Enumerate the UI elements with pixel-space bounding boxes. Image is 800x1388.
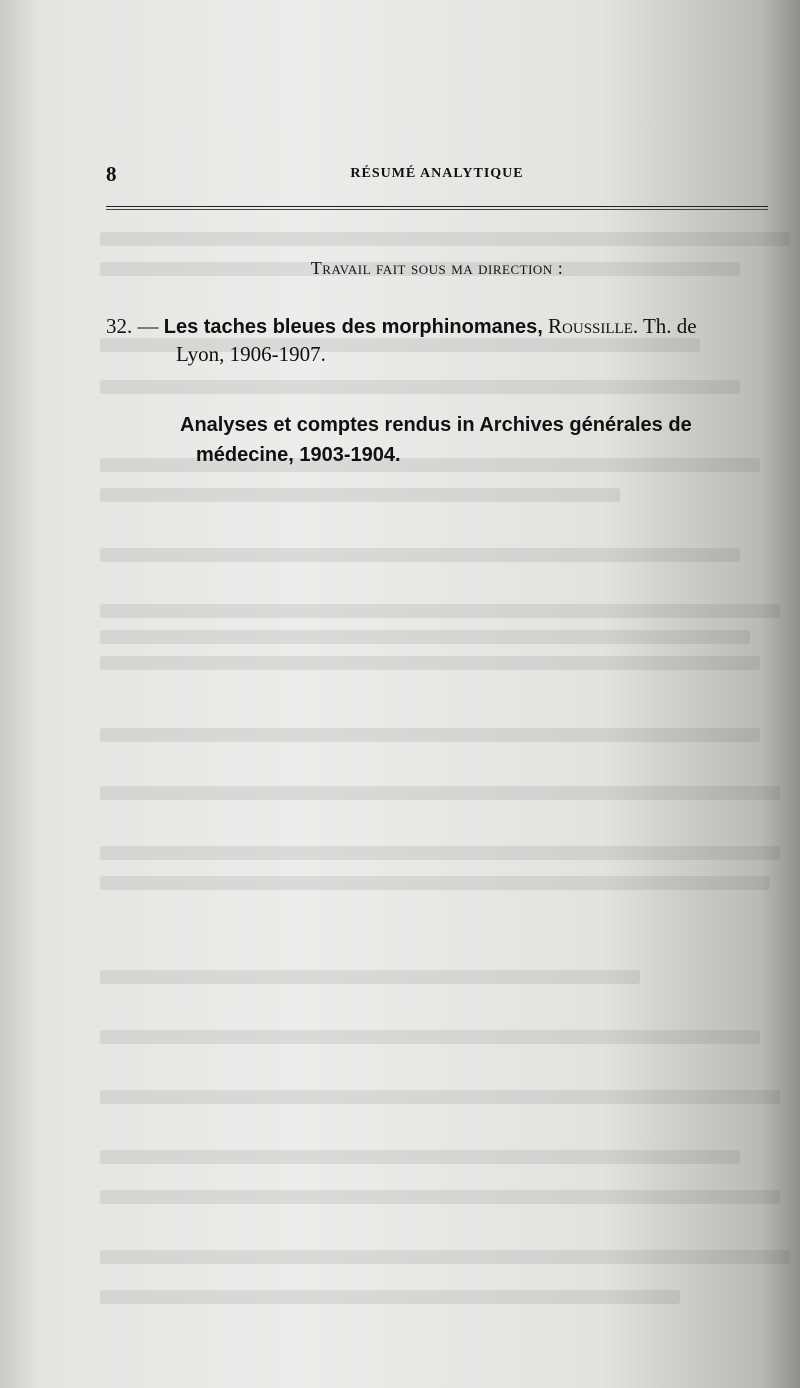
page-header bbox=[106, 162, 768, 186]
entry-details-continued: Lyon, 1906-1907. bbox=[176, 342, 326, 366]
section-heading: Travail fait sous ma direction : bbox=[310, 258, 564, 278]
entry-author: Roussille bbox=[548, 314, 633, 338]
entry-title: Les taches bleues des morphinomanes, bbox=[163, 316, 543, 338]
bibliography-entry bbox=[106, 313, 782, 366]
analyses-line-1: Analyses et comptes rendus in Archives générales de bbox=[180, 414, 692, 436]
header-rule bbox=[106, 206, 768, 210]
page-number: 8 bbox=[106, 162, 117, 186]
running-title: RÉSUMÉ ANALYTIQUE bbox=[350, 166, 524, 181]
entry-number: 32. — bbox=[106, 314, 159, 338]
analyses-line-2: médecine, 1903-1904. bbox=[196, 444, 401, 466]
analyses-note bbox=[180, 410, 780, 470]
entry-details: . Th. de bbox=[632, 314, 697, 338]
